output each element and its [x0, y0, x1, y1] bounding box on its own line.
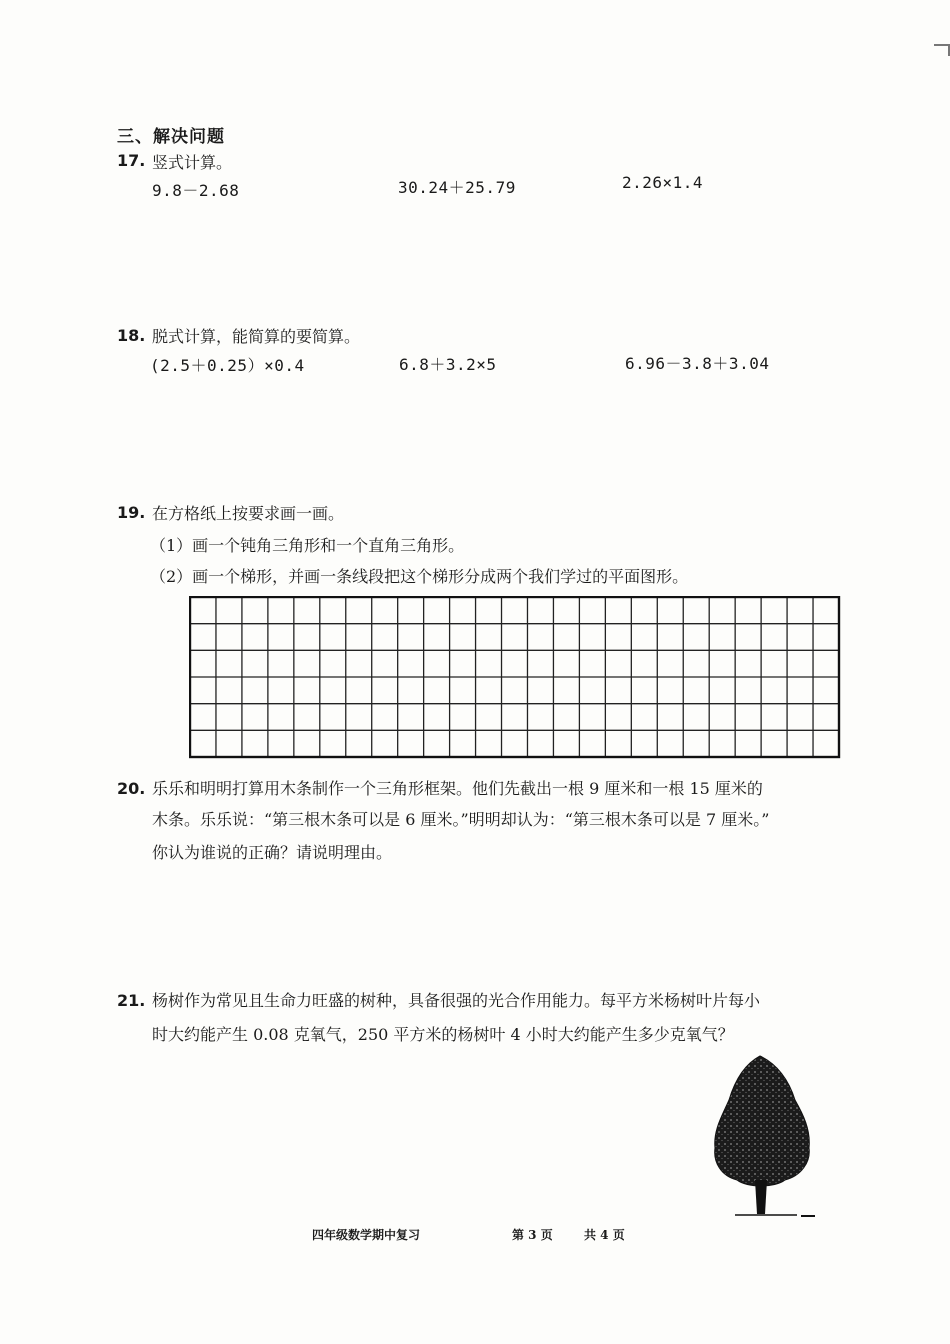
corner-crop-mark [934, 44, 950, 56]
q20-line-3: 你认为谁说的正确？请说明理由。 [152, 843, 393, 862]
q18-prompt: 脱式计算，能简算的要简算。 [152, 327, 361, 346]
footer-total: 共 4 页 [584, 1228, 625, 1242]
q18-expr-1: (2.5＋0.25）×0.4 [150, 356, 305, 375]
q18-expr-2: 6.8＋3.2×5 [399, 355, 497, 374]
q17-expr-3: 2.26×1.4 [622, 173, 704, 192]
q17-expr-2: 30.24＋25.79 [398, 178, 516, 197]
q17-prompt: 竖式计算。 [152, 153, 233, 172]
q20-line-1: 乐乐和明明打算用木条制作一个三角形框架。他们先截出一根 9 厘米和一根 15 厘米的 [152, 779, 763, 798]
q20-number: 20. [117, 779, 146, 798]
q17-expr-1: 9.8－2.68 [152, 181, 240, 200]
q18-expr-3: 6.96－3.8＋3.04 [625, 354, 770, 373]
footer-page: 第 3 页 [512, 1228, 553, 1242]
q19-number: 19. [117, 503, 146, 522]
footer-course: 四年级数学期中复习 [312, 1228, 421, 1242]
poplar-tree-illustration [705, 1052, 820, 1222]
q21-line-1: 杨树作为常见且生命力旺盛的树种，具备很强的光合作用能力。每平方米杨树叶片每小 [152, 991, 761, 1010]
q21-line-2: 时大约能产生 0.08 克氧气，250 平方米的杨树叶 4 小时大约能产生多少克氧气？ [152, 1025, 734, 1044]
q18-number: 18. [117, 326, 146, 345]
q19-sub-2: （2）画一个梯形，并画一条线段把这个梯形分成两个我们学过的平面图形。 [150, 567, 689, 586]
q21-number: 21. [117, 991, 146, 1010]
section-title: 三、解决问题 [117, 127, 225, 147]
q20-line-2: 木条。乐乐说：“第三根木条可以是 6 厘米。”明明却认为：“第三根木条可以是 7 厘米。” [152, 810, 770, 829]
q19-prompt: 在方格纸上按要求画一画。 [152, 504, 345, 523]
q19-sub-1: （1）画一个钝角三角形和一个直角三角形。 [150, 536, 465, 555]
graph-paper-grid[interactable] [189, 596, 841, 760]
q17-number: 17. [117, 151, 146, 170]
